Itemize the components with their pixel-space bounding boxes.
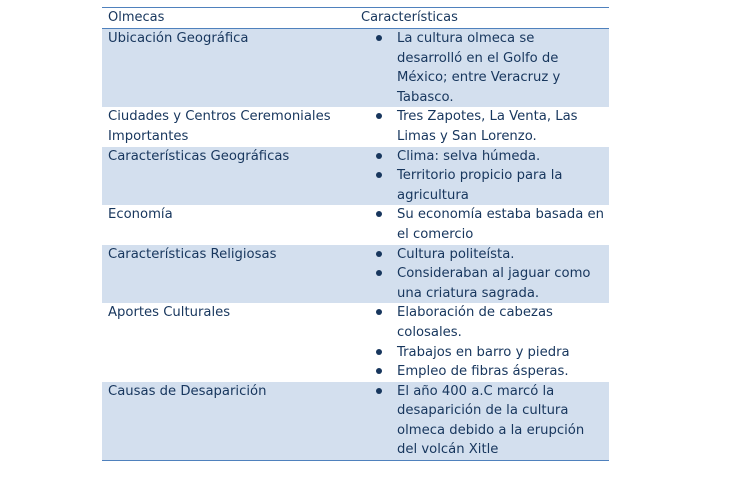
table-row [102,245,609,304]
bullet-icon [376,349,382,355]
list-item: Trabajos en barro y piedra [355,343,609,363]
table-header [102,8,609,29]
row-label: Economía [108,207,173,223]
row-label: Características Religiosas [108,246,277,262]
table-row [102,29,609,107]
row-value [355,382,609,460]
bullet-icon [376,153,382,159]
row-value [355,147,609,206]
header-olmecas: Olmecas [108,10,165,25]
row-label: Ciudades y Centros Ceremoniales Importantes [108,109,331,144]
list-item: Empleo de fibras ásperas. [355,362,609,382]
bullet-icon [376,368,382,374]
bullet-icon [376,270,382,276]
row-label: Causas de Desaparición [108,383,267,399]
list-item: Territorio propicio para la agricultura [355,166,609,205]
table-row [102,107,609,146]
list-item: Consideraban al jaguar como una criatura sagrada. [355,264,609,303]
row-value [355,205,609,244]
list-item: La cultura olmeca se desarrolló en el Golfo de México; entre Veracruz y Tabasco. [355,29,609,107]
bullet-icon [376,172,382,178]
list-item: Elaboración de cabezas colosales. [355,303,609,342]
table-row [102,147,609,206]
bullet-icon [376,113,382,119]
table-row [102,303,609,381]
bullet-icon [376,309,382,315]
list-item: Su economía estaba basada en el comercio [355,205,609,244]
row-value [355,303,609,381]
row-label: Características Geográficas [108,148,290,164]
table-row [102,205,609,244]
row-label: Aportes Culturales [108,305,231,321]
row-value [355,245,609,304]
list-item: Clima: selva húmeda. [355,147,609,167]
row-label: Ubicación Geográfica [108,31,249,46]
list-item: Tres Zapotes, La Venta, Las Limas y San Lorenzo. [355,107,609,146]
row-value [355,107,609,146]
bullet-icon [376,211,382,217]
row-value [355,29,609,107]
list-item: Cultura politeísta. [355,245,609,265]
bullet-icon [376,35,382,41]
bullet-icon [376,388,382,394]
table-row [102,382,609,460]
list-item: El año 400 a.C marcó la desaparición de la cultura olmeca debido a la erupción del volcán Xitle [355,382,609,460]
bullet-icon [376,251,382,257]
olmecas-table [102,7,609,461]
header-caracteristicas: Características [361,10,458,25]
